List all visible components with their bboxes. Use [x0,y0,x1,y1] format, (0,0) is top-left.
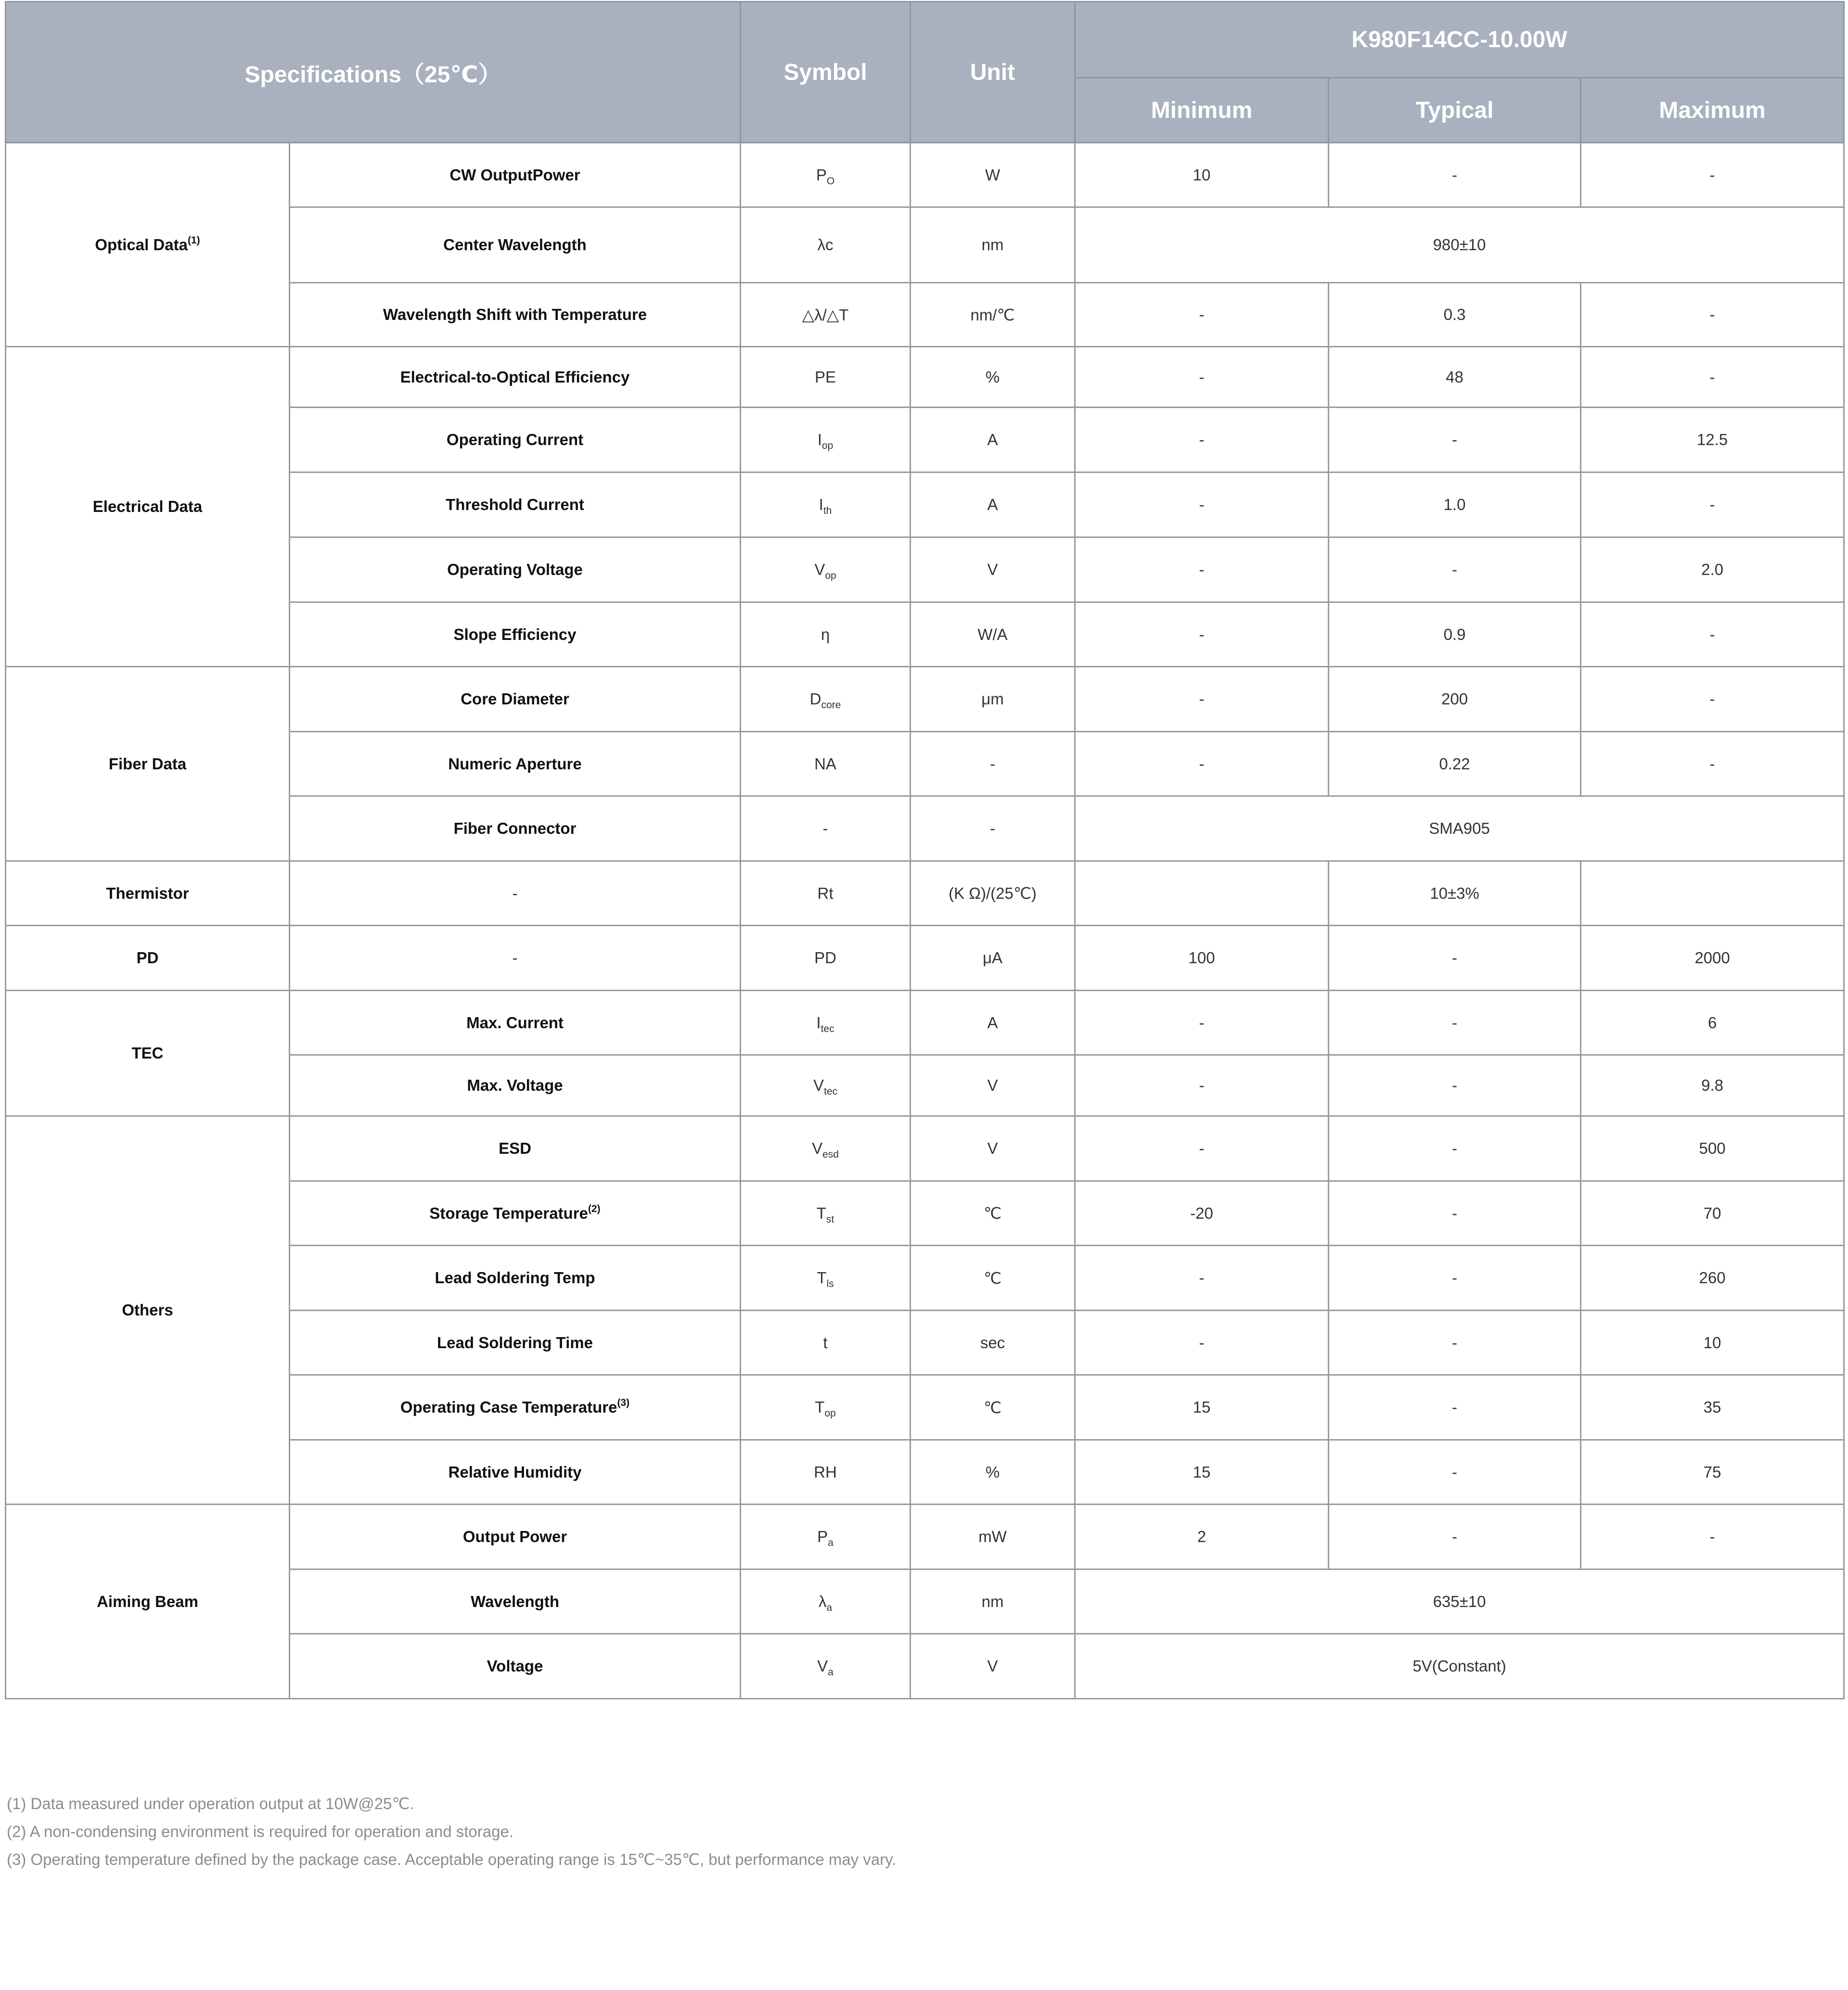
unit-cell: nm [911,1569,1075,1634]
symbol: P [817,1528,828,1545]
param-core-diameter: Core Diameter [290,667,741,732]
symbol-cell: NA [741,732,911,796]
typ-value: - [1329,537,1581,602]
typ-value: - [1329,408,1581,472]
header-model: K980F14CC-10.00W [1075,2,1844,78]
symbol-cell: η [741,602,911,667]
unit-cell: V [911,1055,1075,1116]
max-value: 2000 [1581,926,1844,991]
group-thermistor: Thermistor [6,861,290,926]
param-aiming-voltage: Voltage [290,1634,741,1699]
symbol-subscript: esd [822,1149,839,1160]
max-value: 2.0 [1581,537,1844,602]
symbol-cell [741,1055,911,1116]
symbol-subscript: op [824,1408,836,1419]
min-value: - [1075,667,1329,732]
param-operating-case-temperature [290,1375,741,1440]
symbol-subscript: tec [824,1086,838,1097]
param-pd: - [290,926,741,991]
param-operating-voltage: Operating Voltage [290,537,741,602]
symbol-cell [741,667,911,732]
unit-cell: A [911,991,1075,1055]
typ-value: - [1329,1375,1581,1440]
symbol-subscript: op [825,570,836,581]
typ-value: 10±3% [1329,861,1581,926]
symbol-cell [741,1505,911,1569]
table-row [6,1116,1844,1181]
symbol-cell [741,1181,911,1246]
table-row [6,861,1844,926]
span-value: 635±10 [1075,1569,1844,1634]
unit-cell: A [911,408,1075,472]
unit-cell: % [911,347,1075,408]
group-fiber-data: Fiber Data [6,667,290,861]
max-value: - [1581,1505,1844,1569]
symbol-subscript: ls [826,1278,834,1289]
typ-value: 1.0 [1329,472,1581,537]
header-maximum: Maximum [1581,78,1844,143]
param-center-wavelength: Center Wavelength [290,207,741,283]
span-value: 5V(Constant) [1075,1634,1844,1699]
min-value: 2 [1075,1505,1329,1569]
unit-cell: ℃ [911,1181,1075,1246]
typ-value: - [1329,143,1581,207]
min-value: - [1075,537,1329,602]
max-value: - [1581,472,1844,537]
min-value: - [1075,283,1329,347]
symbol-cell [741,472,911,537]
symbol-cell: - [741,796,911,861]
footnote-ref: (2) [588,1203,601,1214]
footnotes [7,1790,896,1874]
typ-value: - [1329,1116,1581,1181]
unit-cell: nm [911,207,1075,283]
symbol-cell [741,537,911,602]
min-value: - [1075,1055,1329,1116]
typ-value: 0.9 [1329,602,1581,667]
min-value: 100 [1075,926,1329,991]
header-specifications: Specifications（25℃） [6,2,741,143]
max-value: - [1581,143,1844,207]
param-esd: ESD [290,1116,741,1181]
symbol-cell [741,1634,911,1699]
typ-value: 0.22 [1329,732,1581,796]
symbol: λ [818,1592,827,1610]
table-row [6,347,1844,408]
symbol-cell [741,1375,911,1440]
unit-cell: - [911,732,1075,796]
min-value: 10 [1075,143,1329,207]
max-value: - [1581,667,1844,732]
unit-cell: V [911,537,1075,602]
max-value: 9.8 [1581,1055,1844,1116]
symbol: V [817,1657,828,1675]
symbol-subscript: a [828,1537,834,1548]
param-fiber-connector: Fiber Connector [290,796,741,861]
max-value: 70 [1581,1181,1844,1246]
symbol-subscript: a [826,1602,833,1613]
symbol-subscript: op [821,440,834,451]
typ-value: 200 [1329,667,1581,732]
param-aiming-output-power: Output Power [290,1505,741,1569]
symbol-cell [741,991,911,1055]
table-row [6,143,1844,207]
symbol-subscript: st [826,1213,834,1225]
group-tec: TEC [6,991,290,1116]
min-value: - [1075,1116,1329,1181]
min-value [1075,861,1329,926]
max-value: 10 [1581,1311,1844,1375]
param-cw-output-power: CW OutputPower [290,143,741,207]
table-row [6,667,1844,732]
unit-cell: A [911,472,1075,537]
footnote-3: (3) Operating temperature defined by the package case. Acceptable operating range is 15℃~35℃, but performance may vary. [7,1850,897,1868]
symbol: D [809,690,821,708]
unit-cell: ℃ [911,1375,1075,1440]
typ-value: - [1329,926,1581,991]
header-typical: Typical [1329,78,1581,143]
max-value: 6 [1581,991,1844,1055]
min-value: - [1075,347,1329,408]
group-optical-data [6,143,290,347]
min-value: - [1075,1311,1329,1375]
unit-cell: nm/℃ [911,283,1075,347]
span-value: 980±10 [1075,207,1844,283]
symbol-cell: Rt [741,861,911,926]
param-tec-max-voltage: Max. Voltage [290,1055,741,1116]
param-tec-max-current: Max. Current [290,991,741,1055]
max-value: - [1581,283,1844,347]
group-others: Others [6,1116,290,1505]
symbol-cell: △λ/△T [741,283,911,347]
min-value: - [1075,732,1329,796]
symbol-cell [741,408,911,472]
footnote-ref: (3) [617,1397,630,1408]
param-lead-soldering-time: Lead Soldering Time [290,1311,741,1375]
header-minimum: Minimum [1075,78,1329,143]
param-relative-humidity: Relative Humidity [290,1440,741,1505]
header-symbol: Symbol [741,2,911,143]
symbol: V [812,1139,823,1157]
param-lead-soldering-temp: Lead Soldering Temp [290,1246,741,1311]
unit-cell: W/A [911,602,1075,667]
typ-value: 0.3 [1329,283,1581,347]
param-label: Operating Case Temperature [400,1398,617,1416]
symbol-subscript: core [821,700,841,711]
param-label: Storage Temperature [429,1204,588,1222]
min-value: - [1075,602,1329,667]
max-value [1581,861,1844,926]
typ-value: - [1329,1246,1581,1311]
unit-cell: μA [911,926,1075,991]
symbol-cell [741,1116,911,1181]
unit-cell: sec [911,1311,1075,1375]
param-storage-temperature [290,1181,741,1246]
symbol: V [813,1076,824,1094]
min-value: - [1075,991,1329,1055]
footnote-1: (1) Data measured under operation output at 10W@25℃. [7,1795,414,1812]
symbol-cell: PD [741,926,911,991]
symbol-cell: RH [741,1440,911,1505]
min-value: - [1075,1246,1329,1311]
min-value: - [1075,408,1329,472]
param-slope-efficiency: Slope Efficiency [290,602,741,667]
max-value: - [1581,732,1844,796]
group-aiming-beam: Aiming Beam [6,1505,290,1699]
param-eo-efficiency: Electrical-to-Optical Efficiency [290,347,741,408]
symbol: T [817,1269,827,1287]
max-value: 12.5 [1581,408,1844,472]
symbol: T [816,1204,826,1222]
min-value: - [1075,472,1329,537]
symbol: V [814,561,825,578]
unit-cell: ℃ [911,1246,1075,1311]
symbol: T [815,1398,825,1416]
symbol-subscript: tec [821,1023,834,1034]
table-row [6,926,1844,991]
unit-cell: - [911,796,1075,861]
group-electrical-data: Electrical Data [6,347,290,667]
unit-cell: % [911,1440,1075,1505]
param-wavelength-shift: Wavelength Shift with Temperature [290,283,741,347]
max-value: 260 [1581,1246,1844,1311]
header-unit: Unit [911,2,1075,143]
min-value: -20 [1075,1181,1329,1246]
param-threshold-current: Threshold Current [290,472,741,537]
max-value: 35 [1581,1375,1844,1440]
symbol-cell: λc [741,207,911,283]
min-value: 15 [1075,1440,1329,1505]
symbol: I [816,1013,821,1032]
param-aiming-wavelength: Wavelength [290,1569,741,1634]
param-numeric-aperture: Numeric Aperture [290,732,741,796]
symbol-subscript: O [826,175,835,187]
typ-value: - [1329,1440,1581,1505]
spec-table [5,1,1845,1699]
max-value: - [1581,347,1844,408]
symbol-cell [741,1246,911,1311]
unit-cell: W [911,143,1075,207]
typ-value: - [1329,1181,1581,1246]
max-value: 75 [1581,1440,1844,1505]
symbol-cell: t [741,1311,911,1375]
symbol-cell [741,1569,911,1634]
symbol-cell [741,143,911,207]
unit-cell: V [911,1116,1075,1181]
symbol: I [819,496,823,513]
typ-value: - [1329,1055,1581,1116]
max-value: 500 [1581,1116,1844,1181]
symbol-subscript: th [823,505,832,516]
footnote-ref: (1) [187,234,200,246]
typ-value: 48 [1329,347,1581,408]
symbol-cell: PE [741,347,911,408]
table-row [6,1505,1844,1569]
group-label: Optical Data [95,235,188,254]
unit-cell: mW [911,1505,1075,1569]
group-pd: PD [6,926,290,991]
typ-value: - [1329,1505,1581,1569]
symbol-subscript: a [828,1667,834,1678]
param-thermistor: - [290,861,741,926]
typ-value: - [1329,1311,1581,1375]
unit-cell: (K Ω)/(25℃) [911,861,1075,926]
symbol: I [817,431,822,448]
min-value: 15 [1075,1375,1329,1440]
unit-cell: μm [911,667,1075,732]
footnote-2: (2) A non-condensing environment is required for operation and storage. [7,1823,513,1840]
span-value: SMA905 [1075,796,1844,861]
param-operating-current: Operating Current [290,408,741,472]
symbol: P [816,166,827,184]
unit-cell: V [911,1634,1075,1699]
max-value: - [1581,602,1844,667]
table-row [6,991,1844,1055]
typ-value: - [1329,991,1581,1055]
